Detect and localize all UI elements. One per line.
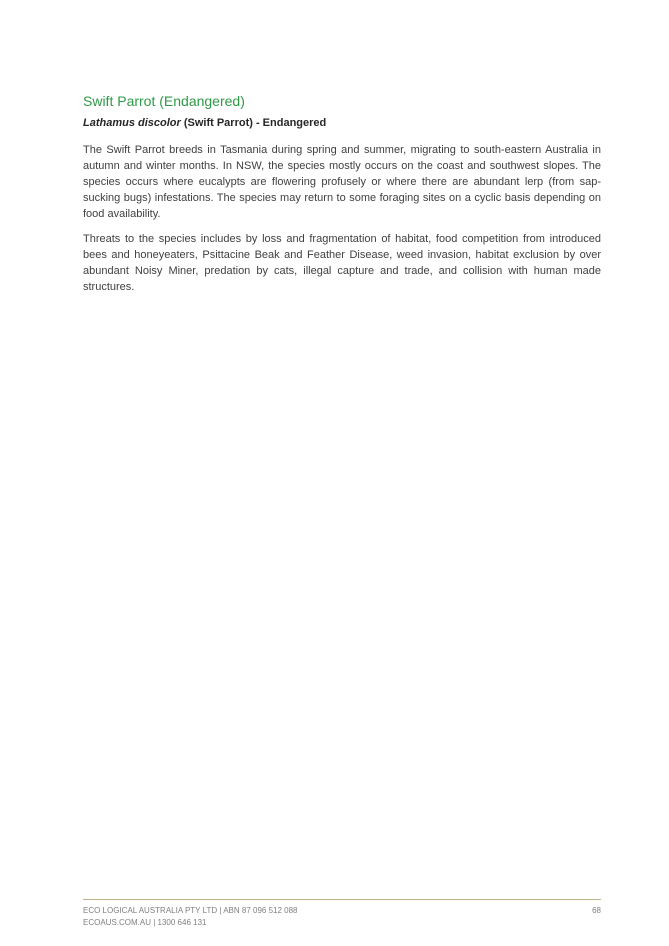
footer-company-line: ECO LOGICAL AUSTRALIA PTY LTD | ABN 87 096 512 088	[83, 906, 298, 915]
page-content	[83, 92, 601, 304]
species-common-name-status: (Swift Parrot) - Endangered	[180, 117, 327, 129]
page-footer	[83, 905, 601, 929]
footer-contact-line: ECOAUS.COM.AU | 1300 646 131	[83, 918, 207, 927]
page-number: 68	[592, 906, 601, 915]
footer-divider	[83, 899, 601, 900]
species-scientific-name: Lathamus discolor	[83, 117, 181, 129]
species-subheading	[83, 116, 601, 130]
section-heading: Swift Parrot (Endangered)	[83, 93, 245, 109]
paragraph-threats: Threats to the species includes by loss and fragmentation of habitat, food competition from introduced bees and honeyeaters, Psittacine Beak and Feather Disease, weed invasion, habitat exclusion by over abundant Noisy Miner, predation by cats, illegal capture and trade, and collision with human made structures.	[83, 233, 601, 293]
paragraph-distribution: The Swift Parrot breeds in Tasmania during spring and summer, migrating to south-eastern Australia in autumn and winter months. In NSW, the species mostly occurs on the coast and southwest slopes. The species occurs where eucalypts are flowering profusely or where there are abundant lerp (from sap-sucking bugs) infestations. The species may return to some foraging sites on a cyclic basis depending on food availability.	[83, 144, 601, 220]
